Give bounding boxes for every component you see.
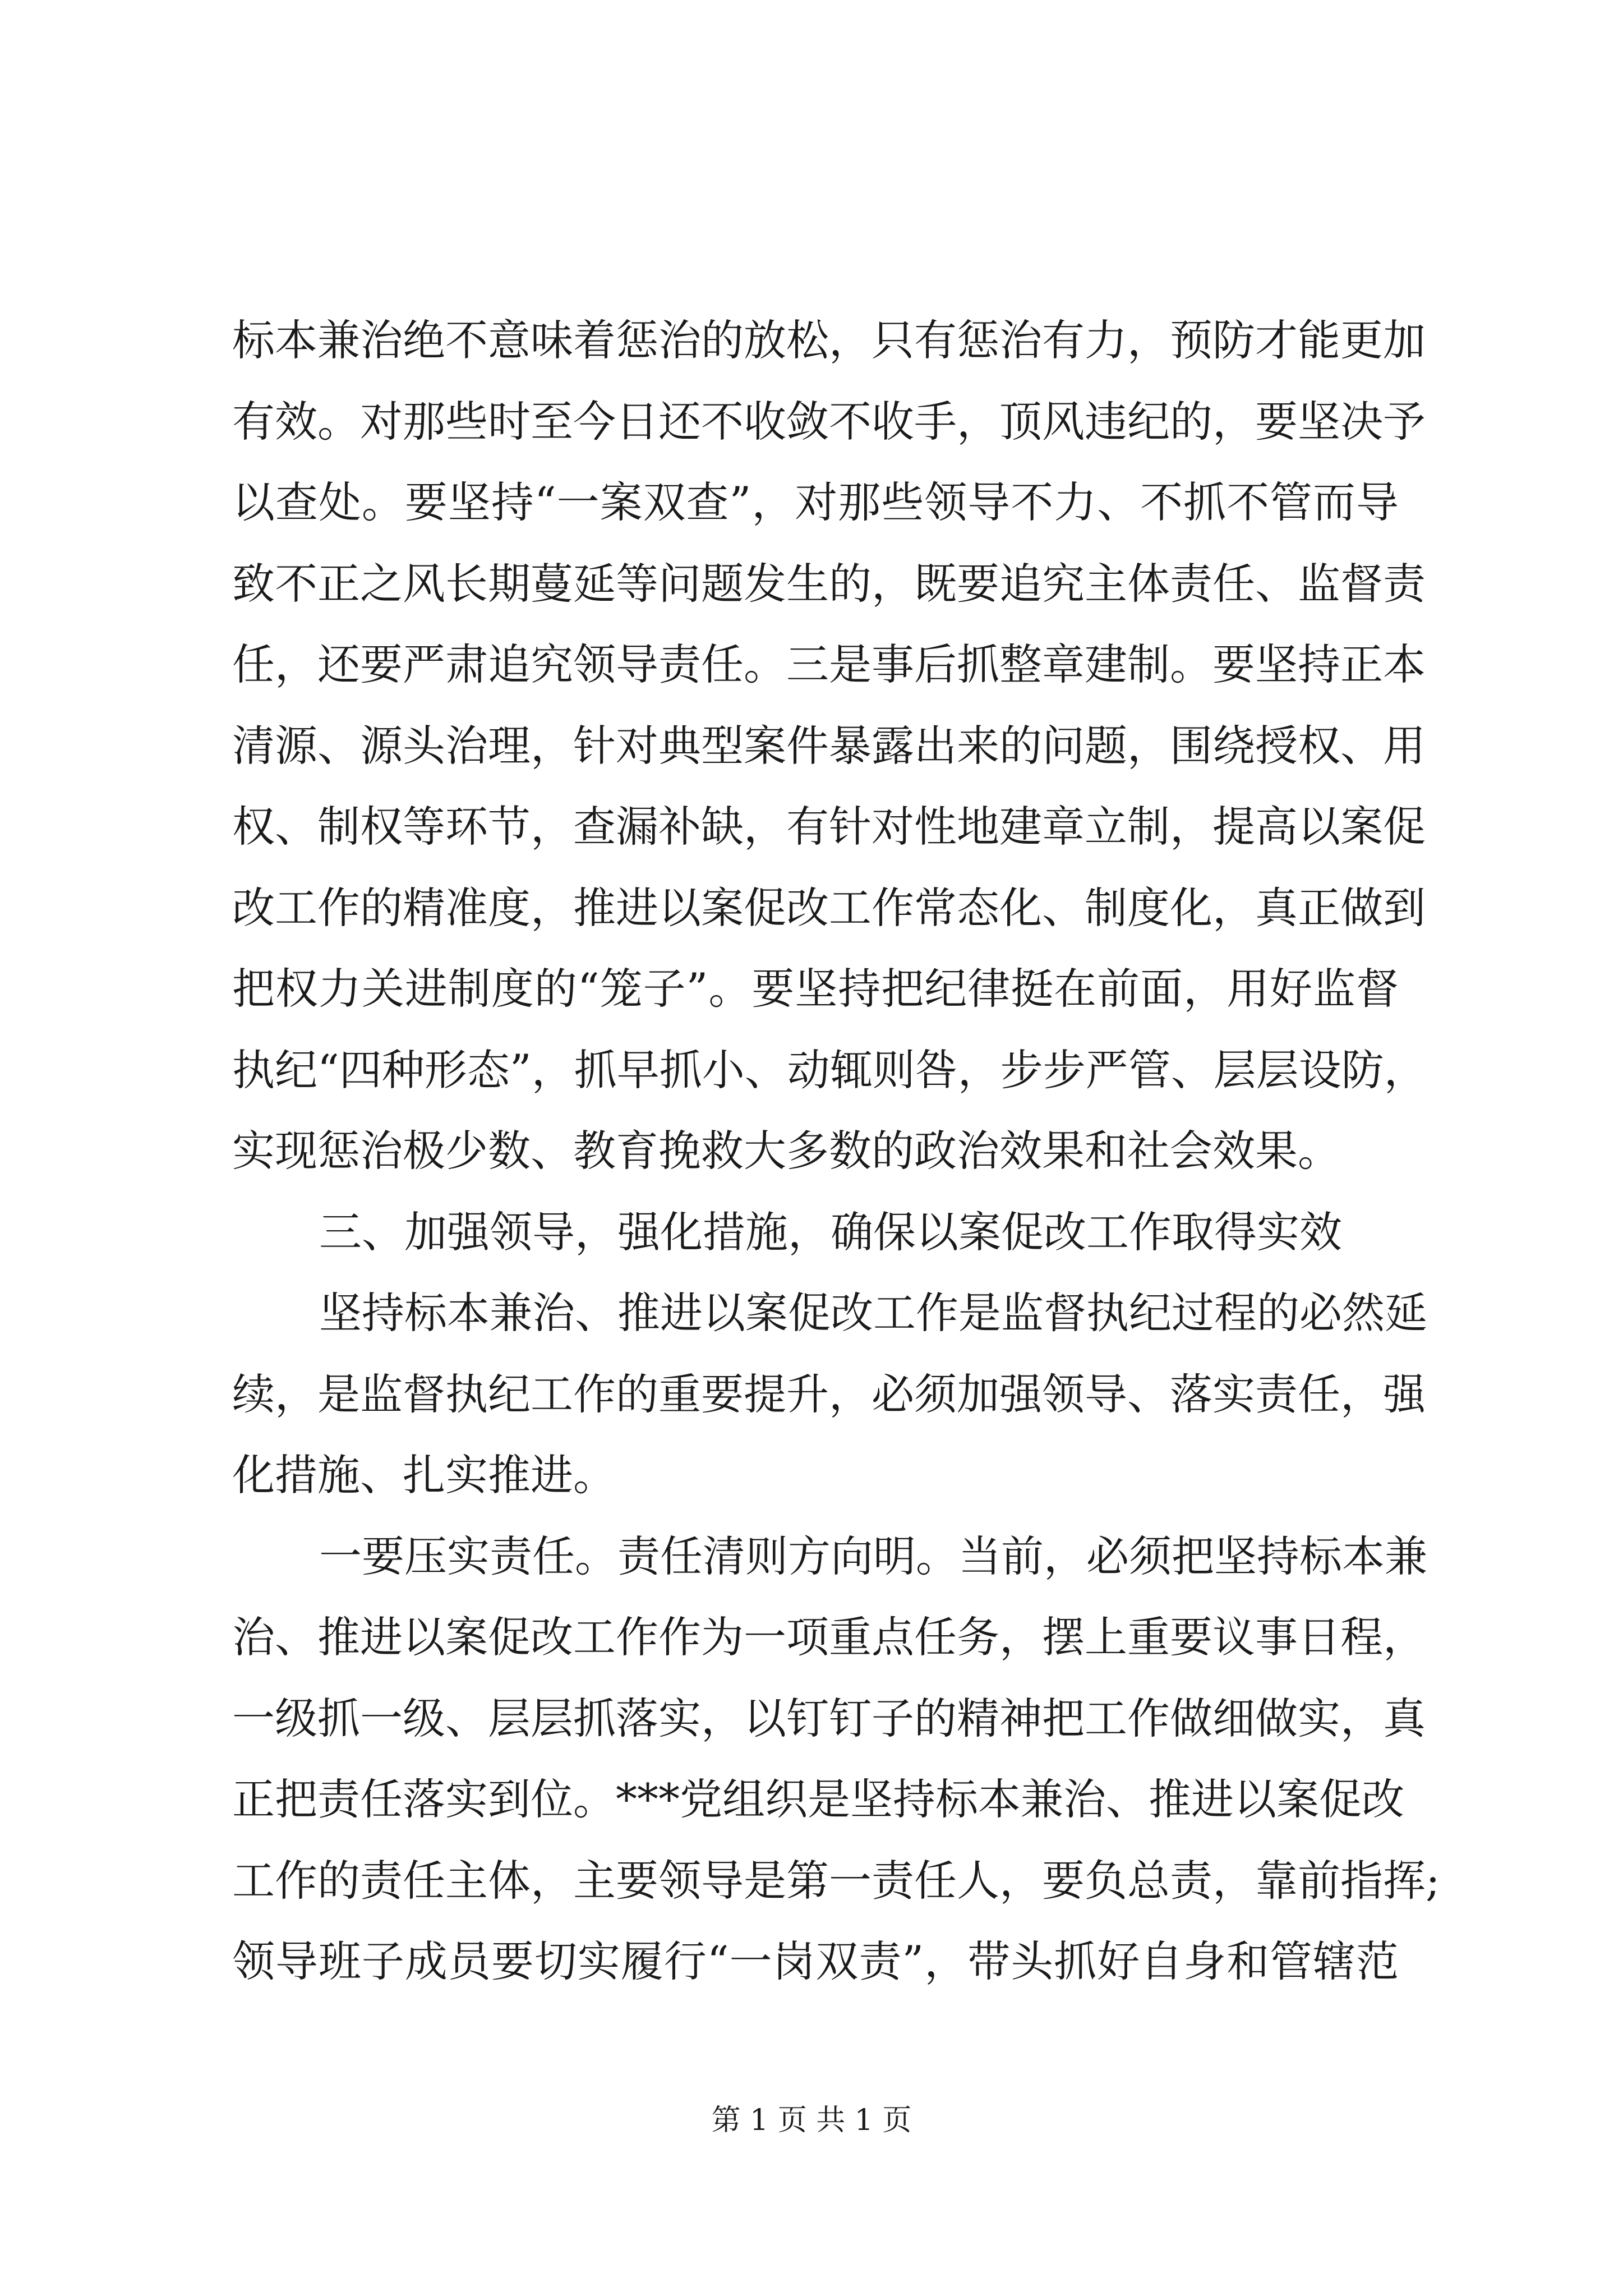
text-line: 以查处。要坚持“一案双查”，对那些领导不力、不抓不管而导	[232, 477, 1399, 527]
text-line: 工作的责任主体，主要领导是第一责任人，要负总责，靠前指挥;	[232, 1855, 1440, 1906]
page-footer: 第 1 页 共 1 页	[711, 2104, 912, 2137]
text-line: 一要压实责任。责任清则方向明。当前，必须把坚持标本兼	[319, 1531, 1427, 1581]
text-line: 化措施、扎实推进。	[232, 1450, 616, 1500]
text-line: 改工作的精准度，推进以案促改工作常态化、制度化，真正做到	[232, 882, 1426, 933]
text-line: 权、制权等环节，查漏补缺，有针对性地建章立制，提高以案促	[232, 802, 1426, 852]
text-line: 任，还要严肃追究领导责任。三是事后抓整章建制。要坚持正本	[232, 639, 1426, 689]
text-line: 致不正之风长期蔓延等问题发生的，既要追究主体责任、监督责	[232, 558, 1426, 609]
document-body	[232, 300, 1440, 2003]
text-line: 坚持标本兼治、推进以案促改工作是监督执纪过程的必然延	[319, 1288, 1427, 1338]
text-line: 有效。对那些时至今日还不收敛不收手，顶风违纪的，要坚决予	[232, 396, 1426, 447]
section-heading: 三、加强领导，强化措施，确保以案促改工作取得实效	[319, 1207, 1342, 1257]
text-line: 实现惩治极少数、教育挽救大多数的政治效果和社会效果。	[232, 1126, 1340, 1176]
text-line: 把权力关进制度的“笼子”。要坚持把纪律挺在前面，用好监督	[232, 964, 1399, 1014]
text-line: 一级抓一级、层层抓落实，以钉钉子的精神把工作做细做实，真	[232, 1693, 1426, 1743]
text-line: 治、推进以案促改工作作为一项重点任务，摆上重要议事日程，	[232, 1612, 1426, 1662]
text-line: 标本兼治绝不意味着惩治的放松，只有惩治有力，预防才能更加	[232, 315, 1426, 365]
text-line: 正把责任落实到位。***党组织是坚持标本兼治、推进以案促改	[232, 1774, 1404, 1824]
text-line: 续，是监督执纪工作的重要提升，必须加强领导、落实责任，强	[232, 1369, 1426, 1419]
text-line: 领导班子成员要切实履行“一岗双责”，带头抓好自身和管辖范	[232, 1936, 1399, 1986]
text-line: 清源、源头治理，针对典型案件暴露出来的问题，围绕授权、用	[232, 720, 1426, 771]
text-line: 执纪“四种形态”，抓早抓小、动辄则咎，步步严管、层层设防，	[232, 1045, 1427, 1095]
